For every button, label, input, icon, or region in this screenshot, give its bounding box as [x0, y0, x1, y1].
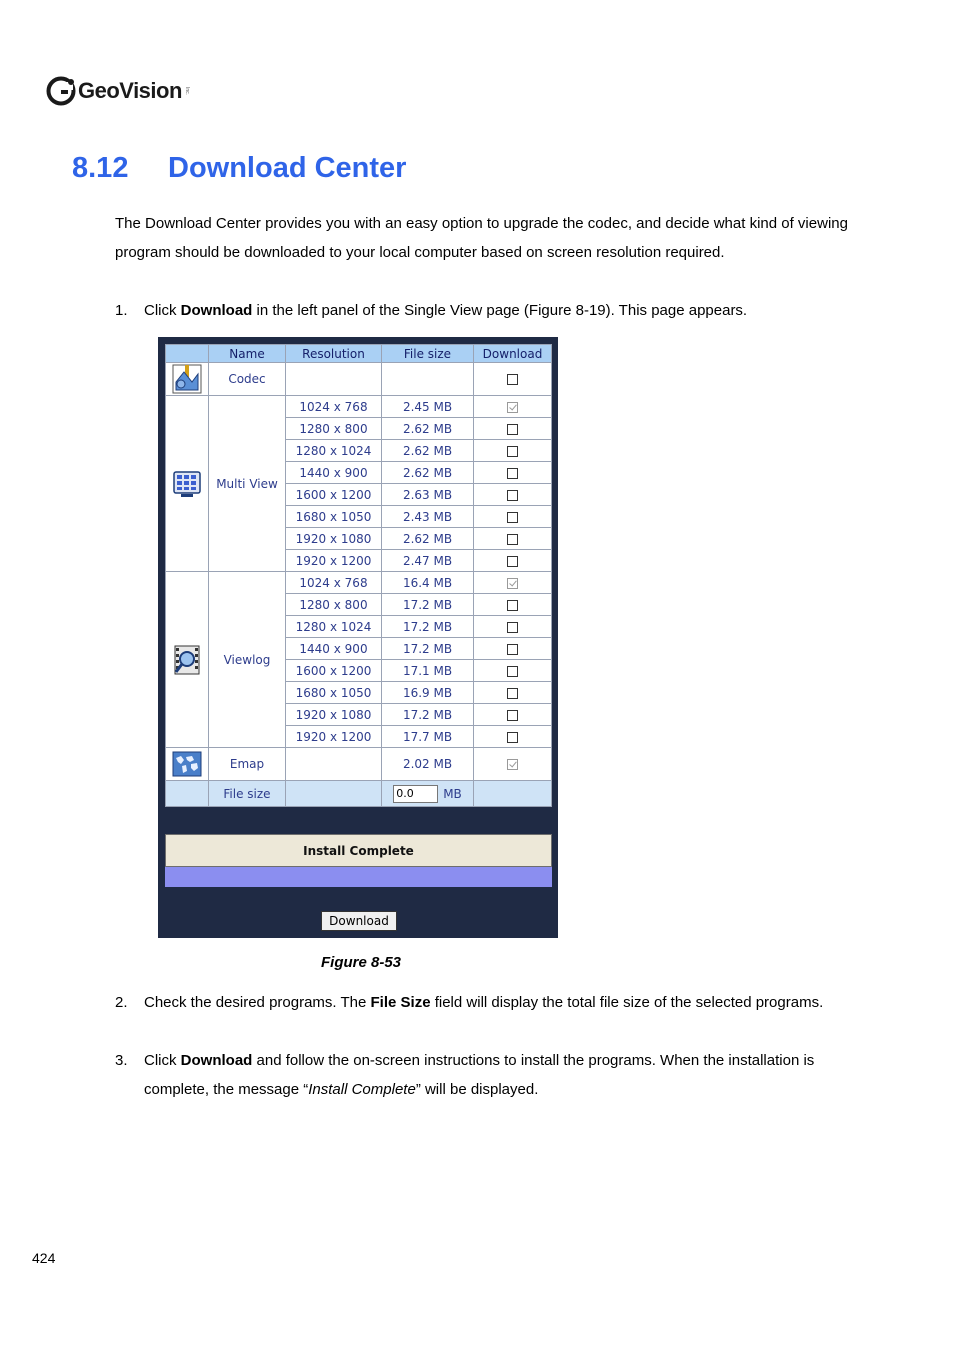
- download-checkbox[interactable]: [507, 710, 518, 721]
- footer-icon-cell: [166, 781, 209, 807]
- resolution-cell: 1280 x 1024: [286, 616, 382, 638]
- file-size-value-cell: 2.43 MB: [382, 506, 474, 528]
- program-name: Viewlog: [209, 572, 286, 748]
- resolution-cell: [286, 748, 382, 781]
- file-size-value-cell: 2.62 MB: [382, 462, 474, 484]
- step-number: 2.: [115, 994, 128, 1011]
- download-checkbox[interactable]: [507, 534, 518, 545]
- install-status-message: Install Complete: [165, 834, 552, 867]
- download-cell: [474, 616, 552, 638]
- download-checkbox[interactable]: [507, 512, 518, 523]
- step-number: 1.: [115, 302, 128, 319]
- resolution-cell: 1024 x 768: [286, 396, 382, 418]
- step-text: Check the desired programs. The: [144, 994, 371, 1011]
- download-cell: [474, 572, 552, 594]
- footer-empty-cell: [474, 781, 552, 807]
- table-row: [166, 396, 552, 418]
- download-cell: [474, 363, 552, 396]
- download-cell: [474, 682, 552, 704]
- step-text: Click: [144, 1052, 181, 1069]
- viewlog-icon: [172, 645, 202, 675]
- download-cell: [474, 528, 552, 550]
- program-name: Multi View: [209, 396, 286, 572]
- file-size-value-cell: 17.2 MB: [382, 704, 474, 726]
- column-header-resolution: Resolution: [286, 345, 382, 363]
- logo-text: GeoVision: [78, 78, 182, 103]
- download-cell: [474, 484, 552, 506]
- file-size-value-cell: 17.7 MB: [382, 726, 474, 748]
- resolution-cell: 1920 x 1200: [286, 550, 382, 572]
- step-text: field will display the total file size of the selected programs.: [430, 994, 824, 1011]
- page-number: 424: [32, 1250, 56, 1266]
- download-cell: [474, 660, 552, 682]
- file-size-value-cell: 16.4 MB: [382, 572, 474, 594]
- table-row: [166, 363, 552, 396]
- program-icon-cell: [166, 396, 209, 572]
- resolution-cell: 1280 x 1024: [286, 440, 382, 462]
- section-title-text: Download Center: [168, 152, 407, 184]
- program-name: Emap: [209, 748, 286, 781]
- geovision-logo: [46, 76, 190, 106]
- file-size-value-cell: 17.2 MB: [382, 638, 474, 660]
- step-bold-text: File Size: [370, 994, 431, 1011]
- download-checkbox[interactable]: [507, 490, 518, 501]
- download-cell: [474, 594, 552, 616]
- file-size-label: File size: [209, 781, 286, 807]
- program-name: Codec: [209, 363, 286, 396]
- emap-icon: [172, 749, 202, 779]
- download-checkbox[interactable]: [507, 578, 518, 589]
- file-size-value-cell: 2.45 MB: [382, 396, 474, 418]
- download-cell: [474, 550, 552, 572]
- step-2: [115, 988, 855, 1017]
- download-checkbox[interactable]: [507, 759, 518, 770]
- column-header-name: Name: [209, 345, 286, 363]
- download-checkbox[interactable]: [507, 622, 518, 633]
- step-bold-text: Download: [180, 1052, 253, 1069]
- resolution-cell: 1280 x 800: [286, 418, 382, 440]
- download-cell: [474, 396, 552, 418]
- table-row: [166, 748, 552, 781]
- column-header-download: Download: [474, 345, 552, 363]
- table-header-row: [166, 345, 552, 363]
- file-size-cell: [382, 781, 474, 807]
- file-size-value-cell: [382, 363, 474, 396]
- program-icon-cell: [166, 748, 209, 781]
- intro-paragraph: The Download Center provides you with an easy option to upgrade the codec, and decide what kind of viewing program should be downloaded to your local computer based on screen resolution required.: [115, 215, 848, 261]
- download-cell: [474, 462, 552, 484]
- download-cell: [474, 506, 552, 528]
- download-checkbox[interactable]: [507, 424, 518, 435]
- progress-bar: [165, 867, 552, 887]
- file-size-value-cell: 2.63 MB: [382, 484, 474, 506]
- step-italic-text: Install Complete: [308, 1081, 416, 1098]
- download-cell: [474, 704, 552, 726]
- file-size-value-cell: 16.9 MB: [382, 682, 474, 704]
- resolution-cell: 1024 x 768: [286, 572, 382, 594]
- header-icon-cell: [166, 345, 209, 363]
- resolution-cell: 1920 x 1080: [286, 528, 382, 550]
- step-text: and follow the on-screen instructions to install the programs. When the installation is complete, the message “: [144, 1052, 815, 1098]
- resolution-cell: 1680 x 1050: [286, 506, 382, 528]
- resolution-cell: 1920 x 1080: [286, 704, 382, 726]
- step-text: Click: [144, 302, 181, 319]
- download-cell: [474, 638, 552, 660]
- download-checkbox[interactable]: [507, 688, 518, 699]
- download-cell: [474, 726, 552, 748]
- download-checkbox[interactable]: [507, 374, 518, 385]
- file-size-row: [166, 781, 552, 807]
- logo-trademark: Inc.: [183, 86, 190, 96]
- resolution-cell: 1280 x 800: [286, 594, 382, 616]
- program-icon-cell: [166, 572, 209, 748]
- resolution-cell: 1440 x 900: [286, 462, 382, 484]
- file-size-value-cell: 2.62 MB: [382, 418, 474, 440]
- download-cell: [474, 418, 552, 440]
- resolution-cell: 1680 x 1050: [286, 682, 382, 704]
- file-size-input[interactable]: [393, 785, 438, 803]
- footer-empty-cell: [286, 781, 382, 807]
- file-size-value-cell: 17.1 MB: [382, 660, 474, 682]
- column-header-file-size: File size: [382, 345, 474, 363]
- file-size-value-cell: 2.62 MB: [382, 440, 474, 462]
- step-3: [115, 1046, 855, 1104]
- resolution-cell: [286, 363, 382, 396]
- download-cell: [474, 748, 552, 781]
- table-row: [166, 572, 552, 594]
- download-table: [165, 344, 552, 807]
- download-checkbox[interactable]: [507, 468, 518, 479]
- figure-caption: Figure 8-53: [321, 954, 402, 971]
- file-size-value-cell: 2.02 MB: [382, 748, 474, 781]
- step-text: ” will be displayed.: [415, 1081, 539, 1098]
- download-center-panel: [158, 337, 558, 938]
- section-title: [72, 152, 406, 185]
- file-size-unit: MB: [443, 786, 462, 801]
- geovision-logo-mark-icon: [46, 76, 76, 106]
- download-checkbox[interactable]: [507, 402, 518, 413]
- file-size-value-cell: 17.2 MB: [382, 616, 474, 638]
- step-text: in the left panel of the Single View page (Figure 8-19). This page appears.: [252, 302, 748, 319]
- resolution-cell: 1440 x 900: [286, 638, 382, 660]
- download-checkbox[interactable]: [507, 732, 518, 743]
- step-number: 3.: [115, 1052, 128, 1069]
- file-size-value-cell: 17.2 MB: [382, 594, 474, 616]
- download-checkbox[interactable]: [507, 644, 518, 655]
- download-button[interactable]: Download: [321, 911, 397, 931]
- download-cell: [474, 440, 552, 462]
- program-icon-cell: [166, 363, 209, 396]
- download-checkbox[interactable]: [507, 446, 518, 457]
- resolution-cell: 1600 x 1200: [286, 484, 382, 506]
- download-checkbox[interactable]: [507, 666, 518, 677]
- step-1: [115, 296, 855, 325]
- file-size-value-cell: 2.47 MB: [382, 550, 474, 572]
- codec-icon: [172, 364, 202, 394]
- resolution-cell: 1920 x 1200: [286, 726, 382, 748]
- multiview-icon: [172, 469, 202, 499]
- file-size-value-cell: 2.62 MB: [382, 528, 474, 550]
- resolution-cell: 1600 x 1200: [286, 660, 382, 682]
- download-checkbox[interactable]: [507, 600, 518, 611]
- step-bold-text: Download: [180, 302, 253, 319]
- download-checkbox[interactable]: [507, 556, 518, 567]
- section-number: 8.12: [72, 152, 129, 184]
